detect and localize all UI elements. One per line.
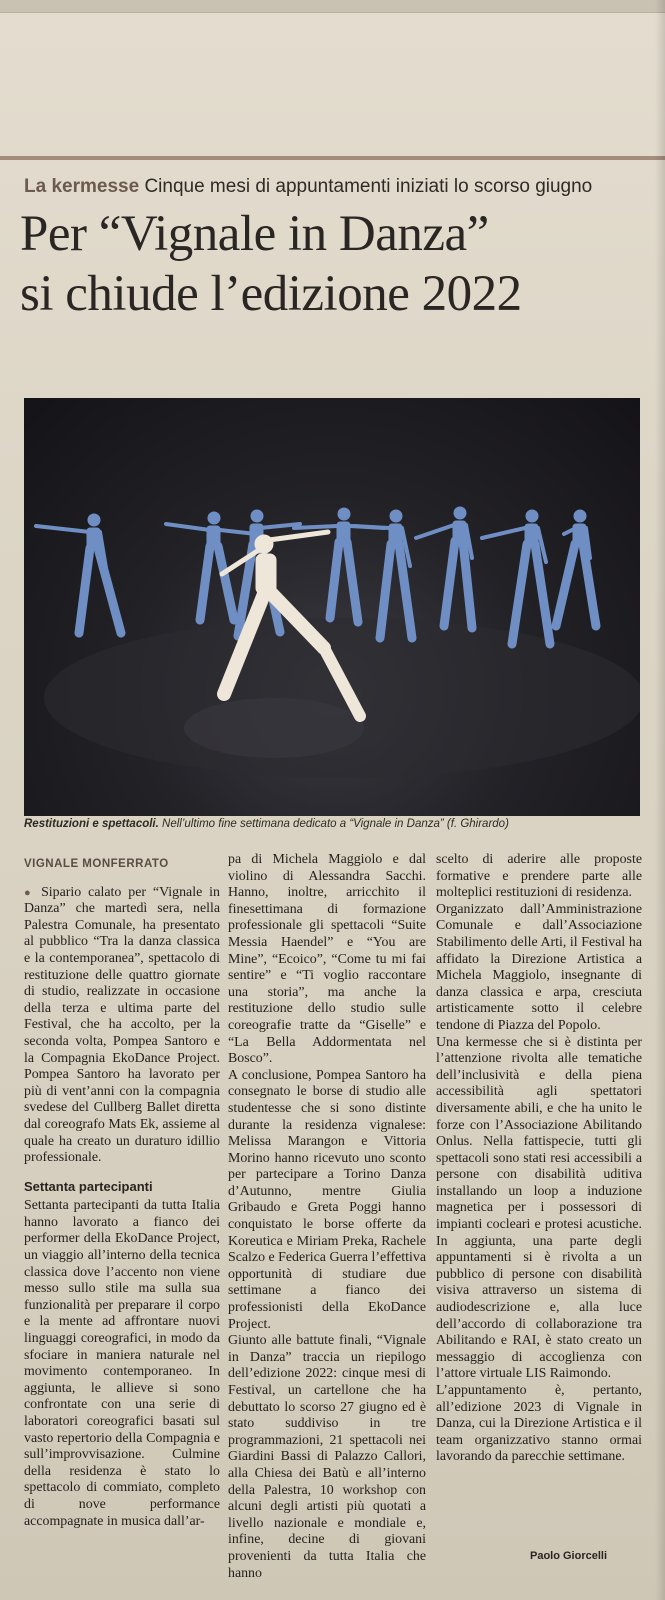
- paragraph: pa di Michela Maggiolo e dal violino di Alessandra Sacchi. Hanno, inoltre, arricchito il finesettimana di formazione professionale gli spettacoli “Suite Messia Haendel” e “You are Mine”, “Ecoico”, “Come tu mi fai sentire” e “Ti voglio raccontare una storia”, ma anche la restituzione dello studio sulle coreografie tratte da “Giselle” e “La Bella Addormentata nel Bosco”.: [228, 852, 426, 1067]
- paragraph: L’appuntamento è, pertanto, all’edizione 2023 di Vignale in Danza, cui la Direzione Artistica e il team organizzativo stanno ormai lavorando da parecchie settimane.: [436, 1383, 642, 1465]
- headline-line-2: si chiude l’edizione 2022: [20, 266, 522, 322]
- author-signature: Paolo Giorcelli: [530, 1550, 608, 1562]
- kicker-text: Cinque mesi di appuntamenti iniziati lo scorso giugno: [144, 176, 593, 197]
- page-edge: [0, 0, 665, 13]
- section-rule: [0, 156, 665, 160]
- subheading: Settanta partecipanti: [24, 1178, 153, 1194]
- bullet-icon: ●: [24, 886, 35, 899]
- article-column-3: [436, 852, 642, 1466]
- article-column-2: [228, 852, 426, 1582]
- paragraph: [24, 885, 220, 1167]
- paragraph-text: Sipario calato per “Vignale in Danza” che martedì sera, nella Palestra Comunale, ha presentato al pubblico “Tra la danza classica e la contemporanea”, spettacolo di restituzione delle quattro giornate di studio, realizzate in occasione della terza e ultima parte del Festival, che ha accolto, per la seconda volta, Pompea Santoro e la Compagnia EkoDance Project. Pompea Santoro ha lavorato per più di vent’anni con la compagnia svedese del Cullberg Ballet diretta dal coreografo Mats Ek, assieme al quale ha creato un duraturo idillio professionale.: [24, 884, 220, 1166]
- dance-photo: [24, 398, 640, 816]
- dateline: VIGNALE MONFERRATO: [24, 858, 169, 870]
- paragraph: Giunto alle battute finali, “Vignale in Danza” traccia un riepilogo dell’edizione 2022: cinque mesi di Festival, un cartellone che ha debuttato lo scorso 27 giugno ed è stato suddiviso in tre programmazioni, 21 spettacoli nei Giardini Bassi di Palazzo Callori, alla Chiesa dei Batù e all’interno della Palestra, 10 workshop con alcuni degli artisti più quotati a livello nazionale e mondiale e, infine, decine di giovani provenienti da tutta Italia che hanno: [228, 1333, 426, 1581]
- paragraph: scelto di aderire alle proposte formative e prendere parte alle molteplici restituzioni di residenza.: [436, 852, 642, 901]
- paragraph: A conclusione, Pompea Santoro ha consegnato le borse di studio alle studentesse che si sono distinte durante la residenza vignalese: Melissa Marangon e Vittoria Morino hanno ricevuto uno sconto per partecipare a Torino Danza d’Autunno, mentre Giulia Gribaudo e Greta Poggi hanno conquistato le borse offerte da Koreutica e Miriam Preka, Rachele Scalzo e Federica Guerra l’effettiva opportunità di studiare due settimane a fianco dei professionisti della EkoDance Project.: [228, 1067, 426, 1332]
- dancers-illustration: [24, 398, 640, 816]
- caption-lead: Restituzioni e spettacoli.: [24, 818, 159, 830]
- kicker-lead: La kermesse: [24, 176, 140, 197]
- caption-text: Nell’ultimo fine settimana dedicato a “Vignale in Danza” (f. Ghirardo): [162, 818, 509, 830]
- photo-caption: [24, 818, 644, 830]
- paragraph: Organizzato dall’Amministrazione Comunale e dall’Associazione Stabilimento delle Arti, il Festival ha affidato la Direzione Artistica a Michela Maggiolo, insegnante di danza classica e arpa, cresciuta artisticamente sotto il celebre tendone di Piazza del Popolo.: [436, 901, 642, 1033]
- paragraph: Settanta partecipanti da tutta Italia hanno lavorato a fianco dei performer della EkoDance Project, un viaggio all’interno della tecnica classica dove l’accento non viene messo sullo stile ma sulla sua funzionalità per preparare il corpo e la mente ad affrontare nuovi linguaggi coreografici, in modo da sfociare in maniera naturale nel movimento contemporaneo. In aggiunta, le allieve si sono confrontate con una serie di laboratori coreografici basati sul vasto repertorio della Compagnia e sull’improvvisazione. Culmine della residenza è stato lo spettacolo di commiato, completo di nove performance accompagnate in musica dall’ar-: [24, 1198, 220, 1529]
- kicker: [24, 176, 644, 198]
- headline-line-1: Per “Vignale in Danza”: [20, 206, 489, 262]
- paragraph: Una kermesse che si è distinta per l’attenzione rivolta alle tematiche dell’inclusività e della piena accessibilità agli spettatori diversamente abili, e che ha unito le forze con l’Associazione Abilitando Onlus. Nella fattispecie, tutti gli spettacoli sono stati resi accessibili a persone con disabilità uditiva installando un loop a induzione magnetica per i possessori di impianti cocleari e protesi acustiche. In aggiunta, una parte degli appuntamenti si è rivolta a un pubblico di persone con disabilità visiva attraverso un sistema di audiodescrizione e, alla luce dell’accordo di collaborazione tra Abilitando e RAI, è stato creato un messaggio di accoglienza con l’attore virtuale LIS Raimondo.: [436, 1034, 642, 1382]
- headline: [20, 204, 650, 324]
- page-fold-shadow: [655, 0, 665, 1600]
- article-column-1: [24, 852, 220, 1530]
